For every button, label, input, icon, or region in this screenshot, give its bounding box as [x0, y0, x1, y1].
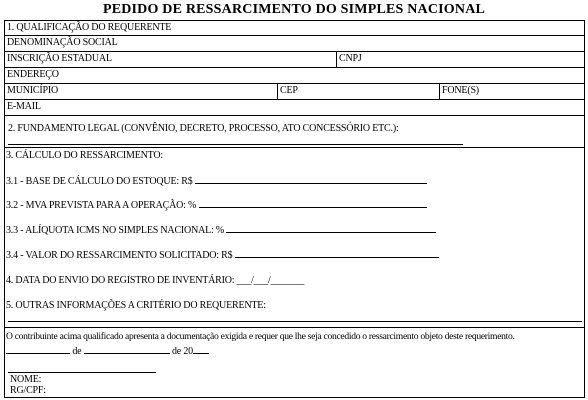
- section-3-heading: 3. CÁLCULO DO RESSARCIMENTO:: [6, 150, 164, 161]
- fone-field[interactable]: [439, 84, 586, 99]
- inscricao-cnpj-row: [5, 52, 584, 68]
- mva-input[interactable]: [199, 198, 427, 208]
- municipio-label: MUNICÍPIO: [7, 85, 58, 96]
- aliquota-label: 3.3 - ALÍQUOTA ICMS NO SIMPLES NACIONAL: %: [6, 225, 225, 236]
- section-5-heading: 5. OUTRAS INFORMAÇÕES A CRITÉRIO DO REQUERENTE:: [6, 300, 266, 311]
- inscricao-label: INSCRIÇÃO ESTADUAL: [7, 53, 112, 64]
- declaration-city-input[interactable]: [6, 344, 70, 354]
- data-envio-line: [6, 275, 304, 286]
- valor-ressarcimento-label: 3.4 - VALOR DO RESSARCIMENTO SOLICITADO: R$: [6, 250, 233, 261]
- cnpj-field[interactable]: [336, 52, 586, 67]
- aliquota-line: [6, 223, 436, 236]
- section-2-heading: 2. FUNDAMENTO LEGAL (CONVÊNIO, DECRETO, PROCESSO, ATO CONCESSÓRIO ETC.):: [8, 123, 399, 134]
- cnpj-label: CNPJ: [339, 53, 362, 64]
- mva-line: [6, 198, 427, 211]
- municipio-cep-fone-row: [5, 84, 584, 100]
- denominacao-field[interactable]: [5, 36, 584, 52]
- inscricao-field[interactable]: [5, 52, 336, 67]
- section-2-divider: [5, 147, 584, 148]
- municipio-field[interactable]: [5, 84, 277, 99]
- request-form: [4, 20, 585, 398]
- valor-ressarcimento-line: [6, 248, 439, 261]
- aliquota-input[interactable]: [226, 223, 436, 233]
- base-calculo-label: 3.1 - BASE DE CÁLCULO DO ESTOQUE: R$: [6, 176, 193, 187]
- nome-label: NOME:: [10, 374, 42, 385]
- rg-cpf-label: RG/CPF:: [10, 385, 46, 396]
- fone-label: FONE(S): [442, 85, 479, 96]
- declaration-de-label-2: de 20: [171, 346, 193, 357]
- email-field[interactable]: [5, 100, 584, 116]
- declaration-text: O contribuinte acima qualificado apresenta a documentação exigida e requer que lhe seja concedido o ressarcimento objeto deste requerimento.: [6, 331, 515, 342]
- endereco-label: ENDEREÇO: [7, 69, 59, 80]
- endereco-field[interactable]: [5, 68, 584, 84]
- base-calculo-input[interactable]: [195, 174, 427, 184]
- section-1-header: [5, 21, 584, 36]
- mva-label: 3.2 - MVA PREVISTA PARA A OPERAÇÃO: %: [6, 200, 197, 211]
- data-envio-input[interactable]: ___/___/_______: [236, 275, 305, 286]
- data-envio-label: 4. DATA DO ENVIO DO REGISTRO DE INVENTÁRIO:: [6, 275, 235, 286]
- section-5-divider: [5, 327, 584, 328]
- declaration-de-label-1: de: [72, 346, 82, 357]
- declaration-date-line: [6, 344, 209, 357]
- declaration-year-input[interactable]: [193, 344, 209, 354]
- valor-ressarcimento-input[interactable]: [235, 248, 439, 258]
- email-label: E-MAIL: [7, 101, 41, 112]
- denominacao-label: DENOMINAÇÃO SOCIAL: [7, 37, 118, 48]
- section-1-heading: 1. QUALIFICAÇÃO DO REQUERENTE: [7, 22, 172, 33]
- page-title: PEDIDO DE RESSARCIMENTO DO SIMPLES NACIONAL: [102, 2, 486, 17]
- base-calculo-line: [6, 174, 427, 187]
- outras-informacoes-input[interactable]: [8, 312, 582, 325]
- cep-field[interactable]: [277, 84, 439, 99]
- cep-label: CEP: [280, 85, 298, 96]
- declaration-month-input[interactable]: [84, 344, 170, 354]
